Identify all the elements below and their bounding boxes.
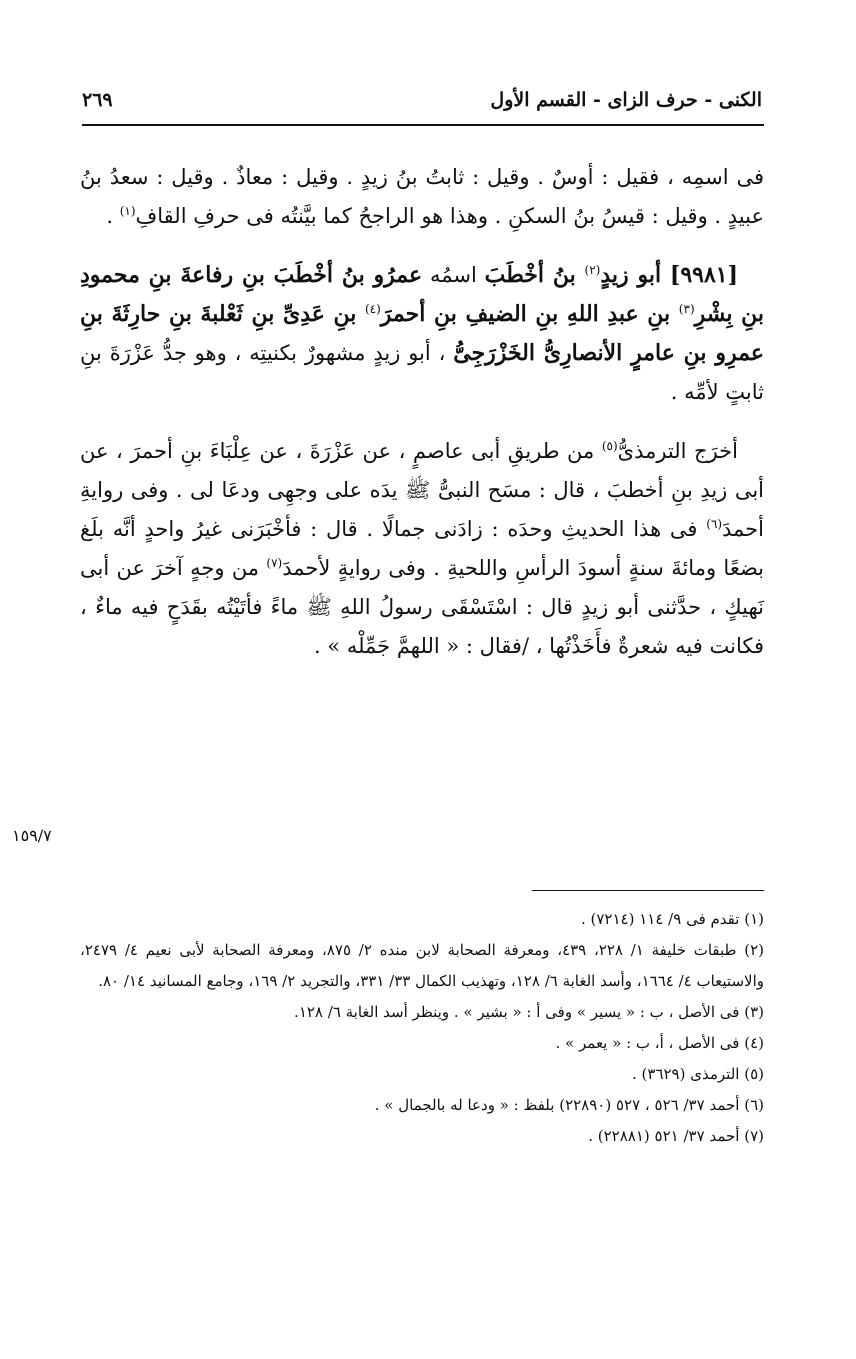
hadith-paragraph: [80, 432, 764, 666]
paragraph-continuation: [80, 158, 764, 236]
footnote-1: [80, 904, 764, 935]
footnote-ref-5[interactable]: (٥): [601, 439, 618, 453]
footnote-text: طبقات خليفة ١/ ٢٢٨، ٤٣٩، ومعرفة الصحابة لابن منده ٢/ ٨٧٥، ومعرفة الصحابة لأبى نعيم ٤/ ٢٤٧٩، والاستيعاب ٤/ ١٦٦٤، وأسد الغابة ٦/ ١٢٨، وتهذيب الكمال ٣٣/ ٣٣١، والتجريد ٢/ ١٦٩، وجامع المسانيد ١٤/ ٨٠.: [80, 941, 764, 990]
footnote-text: تقدم فى ٩/ ١١٤ (٧٢١٤) .: [580, 910, 740, 928]
footnote-ref-1[interactable]: (١): [119, 204, 136, 218]
footnote-2: [80, 935, 764, 997]
footnote-ref-3[interactable]: (٣): [678, 302, 695, 316]
margin-page-reference: ١٥٩/٧: [12, 826, 52, 845]
footnote-text: فى الأصل ، أ، ب : « يعمر » .: [555, 1034, 740, 1052]
hadith-text: أخرَج الترمذىُّ: [617, 439, 738, 463]
footnote-ref-6[interactable]: (٦): [706, 517, 723, 531]
entry-name-father: بنُ أخْطَبَ: [484, 262, 585, 288]
main-text: [80, 158, 764, 666]
paragraph-end: .: [106, 204, 120, 228]
footnote-ref-2[interactable]: (٢): [584, 263, 601, 277]
running-title: الكنى - حرف الزاى - القسم الأول: [490, 89, 762, 111]
footnote-7: [80, 1121, 764, 1152]
footnote-6: [80, 1090, 764, 1121]
footnotes: [80, 904, 764, 1152]
footnote-number: (٧): [744, 1127, 764, 1145]
hadith-text-3: فى هذا الحديثِ وحدَه : زادَنى جمالًا . قال : فأخْبَرَنى غيرُ واحدٍ أنَّه بلَغ بضعًا ومائةَ سنةٍ أسودَ الرأسِ واللحيةِ . وفى روايةٍ لأحمدَ: [80, 517, 765, 580]
footnote-number: (٢): [744, 941, 764, 959]
entry-name: أبو زيدٍ: [600, 262, 670, 288]
footnote-ref-4[interactable]: (٤): [364, 302, 381, 316]
entry-description: ، أبو زيدٍ مشهورٌ بكنيتِه ، وهو جدُّ عَزْرَةَ بنِ ثابتٍ لأمِّه .: [80, 341, 764, 404]
paragraph-text: فى اسمِه ، فقيل : أوسٌ . وقيل : ثابتُ بنُ زيدٍ . وقيل : معاذٌ . وقيل : سعدُ بنُ عبيدٍ . وقيل : قيسُ بنُ السكنِ . وهذا هو الراجحُ كما بيَّنتُه فى حرفِ القافِ: [80, 165, 764, 228]
page-number: ٢٦٩: [82, 89, 113, 111]
entry-lineage-2: بنِ عبدِ اللهِ بنِ الضيفِ بنِ أحمرَ: [380, 301, 679, 327]
hadith-text-4: من وجهٍ آخرَ عن أبى نَهيكٍ ، حدَّثنى أبو زيدٍ قال : اسْتَسْقَى رسولُ اللهِ ﷺ ماءً فأتَيْتُه بقَدَحٍ فيه ماءٌ ، فكانت فيه شعرةٌ فأَخَذْتُها ، /فقال : « اللهمَّ جَمِّلْه » .: [80, 556, 764, 658]
footnote-5: [80, 1059, 764, 1090]
footnote-number: (٥): [744, 1065, 764, 1083]
footnote-4: [80, 1028, 764, 1059]
running-header: [82, 84, 762, 124]
footnote-number: (١): [744, 910, 764, 928]
footnote-number: (٣): [744, 1003, 764, 1021]
footnote-text: الترمذى (٣٦٢٩) .: [632, 1065, 740, 1083]
entry-lineage-3: بنِ عَدِىِّ بنِ ثَعْلبةَ بنِ حارِثَةَ بنِ عمرِو بنِ عامرٍ الأنصارِىُّ الخَزْرَجِىُّ: [80, 301, 764, 366]
entry-number: [٩٩٨١]: [669, 262, 739, 288]
header-rule: [82, 124, 764, 126]
footnote-number: (٤): [744, 1034, 764, 1052]
footnote-rule: [532, 890, 764, 891]
footnote-text: أحمد ٣٧/ ٥٢١ (٢٢٨٨١) .: [588, 1127, 740, 1145]
footnote-number: (٦): [744, 1096, 764, 1114]
footnote-3: [80, 997, 764, 1028]
entry-paragraph: [80, 256, 764, 412]
entry-lineage: عمرُو بنُ أخْطَبَ بنِ رفاعةَ بنِ محمودِ بنِ بِشْرِ: [80, 262, 764, 327]
entry-text: اسمُه: [422, 263, 485, 287]
footnote-text: فى الأصل ، ب : « يسير » وفى أ : « بشير » . وينظر أسد الغابة ٦/ ١٢٨.: [294, 1003, 740, 1021]
footnote-ref-7[interactable]: (٧): [266, 556, 283, 570]
footnote-text: أحمد ٣٧/ ٥٢٦ ، ٥٢٧ (٢٢٨٩٠) بلفظ : « ودعا له بالجمال » .: [374, 1096, 740, 1114]
hadith-text-2: من طريقِ أبى عاصمٍ ، عن عَزْرَةَ ، عن عِلْبَاءَ بنِ أحمرَ ، عن أبى زيدِ بنِ أخطبَ ، قال : مسَح النبىُّ ﷺ يدَه على وجهِى ودعَا لى . وفى روايةِ أحمدَ: [80, 439, 764, 541]
